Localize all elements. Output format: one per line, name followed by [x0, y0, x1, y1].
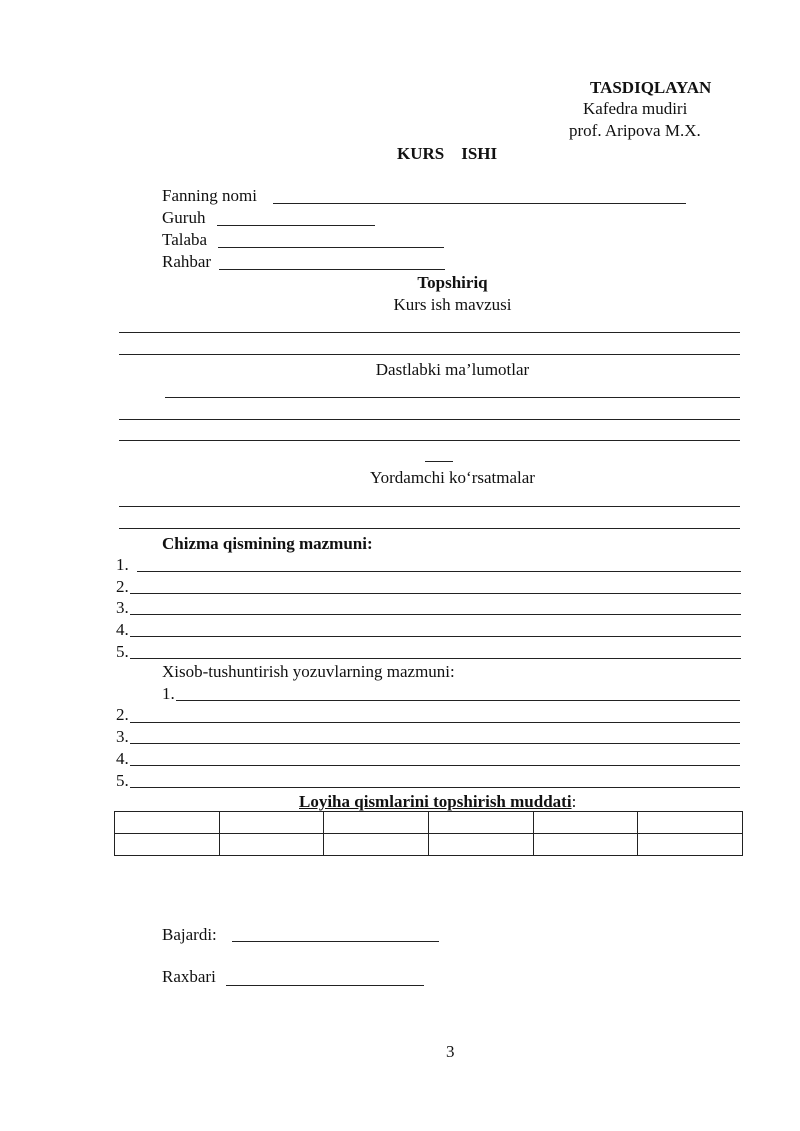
table-cell[interactable]: [428, 812, 533, 834]
topic-line-1[interactable]: [119, 332, 740, 333]
explanatory-item-number: 2.: [116, 705, 129, 724]
explanatory-item-number: 3.: [116, 727, 129, 746]
done-label: Bajardi:: [162, 925, 217, 944]
supervisor-field[interactable]: [219, 269, 445, 270]
signature-supervisor-label: Raxbari: [162, 967, 216, 986]
table-cell[interactable]: [219, 812, 324, 834]
student-label: Talaba: [162, 230, 208, 249]
page-number: 3: [446, 1042, 455, 1061]
done-signature-line[interactable]: [232, 941, 439, 942]
explanatory-item-number: 4.: [116, 749, 129, 768]
table-cell[interactable]: [428, 834, 533, 856]
group-field[interactable]: [217, 225, 375, 226]
table-cell[interactable]: [219, 834, 324, 856]
drawing-item-number: 4.: [116, 620, 129, 639]
drawing-item-number: 2.: [116, 577, 129, 596]
explanatory-item-line[interactable]: [176, 700, 740, 701]
group-label: Guruh: [162, 208, 206, 227]
document-heading: KURS ISHI: [397, 144, 498, 163]
subject-label: Fanning nomi: [162, 186, 257, 205]
guidelines-line-1[interactable]: [119, 506, 740, 507]
explanatory-title: Xisob-tushuntirish yozuvlarning mazmuni:: [162, 662, 455, 681]
deadlines-title-wrap: [299, 793, 576, 810]
drawing-item-number: 1.: [116, 555, 133, 574]
drawing-title: Chizma qismining mazmuni:: [162, 534, 373, 553]
explanatory-item-line[interactable]: [130, 722, 740, 723]
table-cell[interactable]: [115, 834, 220, 856]
drawing-item-number: 5.: [116, 642, 129, 661]
drawing-item-line[interactable]: [130, 636, 741, 637]
approval-name: prof. Aripova M.X.: [569, 121, 701, 140]
supervisor-signature-line[interactable]: [226, 985, 424, 986]
assignment-title: Topshiriq: [417, 273, 488, 292]
approval-title: TASDIQLAYAN: [590, 78, 712, 97]
table-cell[interactable]: [638, 812, 743, 834]
drawing-item-line[interactable]: [130, 658, 741, 659]
explanatory-item-line[interactable]: [130, 743, 740, 744]
student-field[interactable]: [218, 247, 444, 248]
deadlines-table: [114, 811, 743, 856]
table-cell[interactable]: [533, 834, 638, 856]
explanatory-item-number: 5.: [116, 771, 129, 790]
initial-data-line-2[interactable]: [119, 419, 740, 420]
explanatory-item-line[interactable]: [130, 787, 740, 788]
table-cell[interactable]: [533, 812, 638, 834]
table-cell[interactable]: [324, 812, 429, 834]
drawing-item-line[interactable]: [130, 593, 741, 594]
drawing-item-line[interactable]: [130, 614, 741, 615]
table-cell[interactable]: [638, 834, 743, 856]
initial-data-line-4[interactable]: [425, 461, 453, 462]
drawing-item-line[interactable]: [137, 571, 741, 572]
explanatory-item-line[interactable]: [130, 765, 740, 766]
table-cell[interactable]: [324, 834, 429, 856]
initial-data-label: Dastlabki ma’lumotlar: [375, 360, 530, 379]
subject-field[interactable]: [273, 203, 686, 204]
approval-position: Kafedra mudiri: [583, 99, 688, 118]
deadlines-colon: :: [571, 792, 577, 811]
table-row: [115, 834, 743, 856]
explanatory-item-number: 1.: [162, 684, 175, 703]
initial-data-line-1[interactable]: [165, 397, 740, 398]
guidelines-line-2[interactable]: [119, 528, 740, 529]
topic-line-2[interactable]: [119, 354, 740, 355]
topic-label: Kurs ish mavzusi: [393, 295, 512, 314]
supervisor-label: Rahbar: [162, 252, 212, 271]
guidelines-label: Yordamchi ko‘rsatmalar: [370, 468, 535, 487]
deadlines-title: Loyiha qismlarini topshirish muddati: [299, 792, 572, 811]
table-cell[interactable]: [115, 812, 220, 834]
initial-data-line-3[interactable]: [119, 440, 740, 441]
table-row: [115, 812, 743, 834]
drawing-item-number: 3.: [116, 598, 129, 617]
